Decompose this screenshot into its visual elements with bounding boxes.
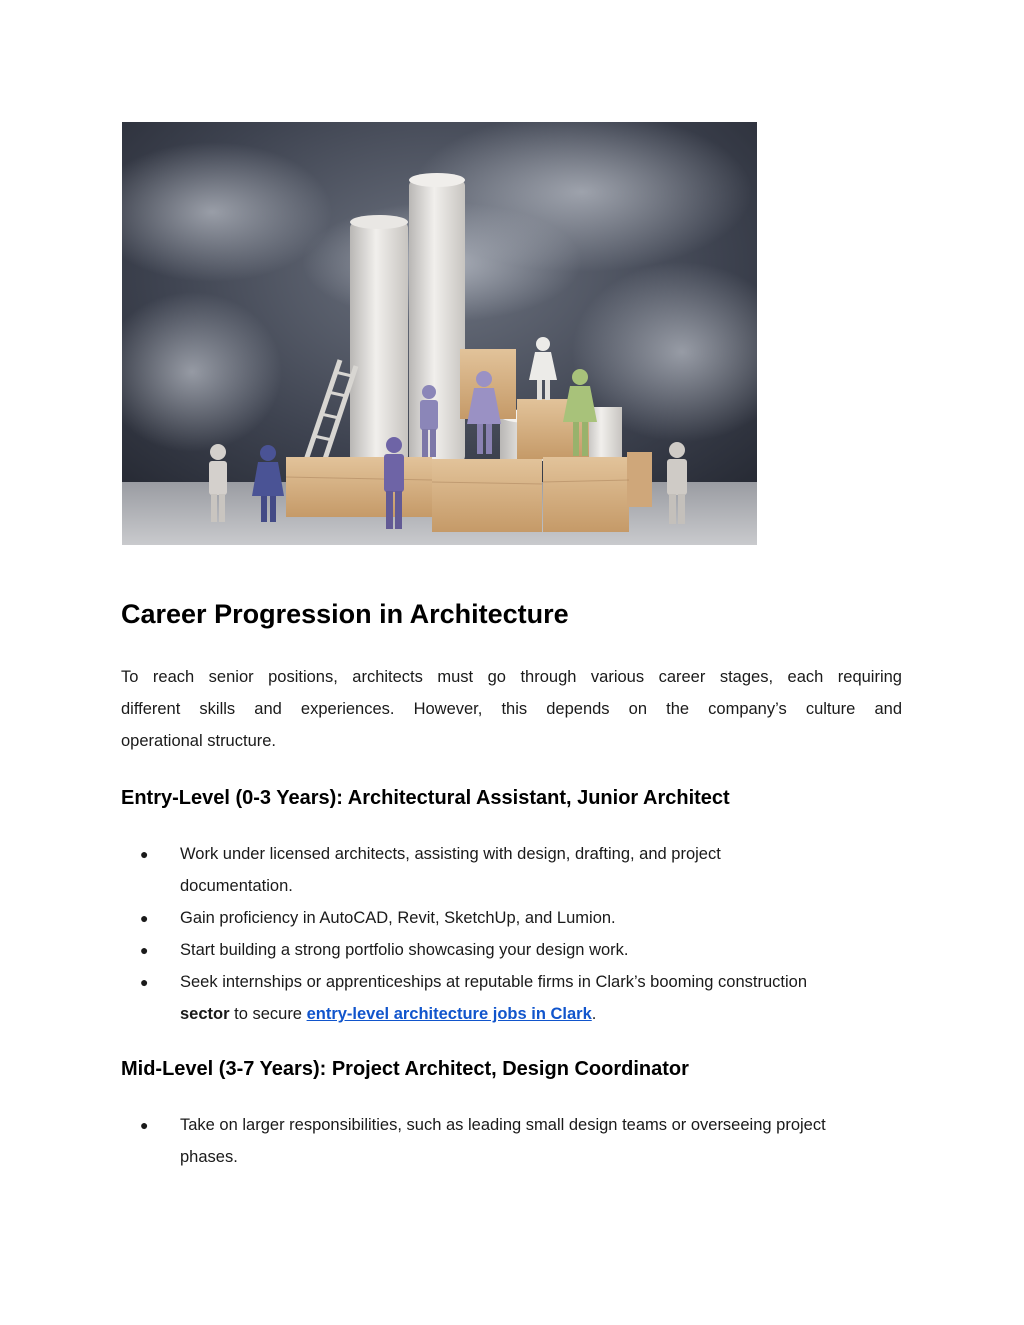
bold-word: sector xyxy=(180,1005,230,1023)
section-heading-entry-level: Entry-Level (0-3 Years): Architectural Assistant, Junior Architect xyxy=(121,787,730,809)
section-heading-mid-level: Mid-Level (3-7 Years): Project Architect, Design Coordinator xyxy=(121,1058,689,1080)
intro-line: To reach senior positions, architects must go through various career stages, each requiring xyxy=(121,668,902,686)
list-item: ● Start building a strong portfolio showcasing your design work. xyxy=(121,934,911,966)
entry-level-list xyxy=(121,838,911,1030)
bullet-icon: ● xyxy=(140,846,149,862)
entry-level-jobs-link[interactable]: entry-level architecture jobs in Clark xyxy=(306,1005,592,1023)
list-item: ● Seek internships or apprenticeships at reputable firms in Clark’s booming construction sector to secure entry-level architecture jobs in Clark. xyxy=(121,966,911,1030)
intro-line: different skills and experiences. However, this depends on the company’s culture and xyxy=(121,700,902,718)
intro-paragraph xyxy=(121,661,902,757)
mid-level-list xyxy=(121,1109,911,1173)
page-title: Career Progression in Architecture xyxy=(121,599,569,629)
list-item: ● Work under licensed architects, assisting with design, drafting, and project documentation. xyxy=(121,838,911,902)
bullet-icon: ● xyxy=(140,910,149,926)
hero-photo xyxy=(122,122,757,545)
intro-line: operational structure. xyxy=(121,732,277,750)
list-item: ● Take on larger responsibilities, such as leading small design teams or overseeing project phases. xyxy=(121,1109,911,1173)
list-item: ● Gain proficiency in AutoCAD, Revit, SketchUp, and Lumion. xyxy=(121,902,911,934)
bullet-icon: ● xyxy=(140,974,149,990)
hero-photo-illustration xyxy=(122,122,757,545)
bullet-icon: ● xyxy=(140,1117,149,1133)
bullet-icon: ● xyxy=(140,942,149,958)
